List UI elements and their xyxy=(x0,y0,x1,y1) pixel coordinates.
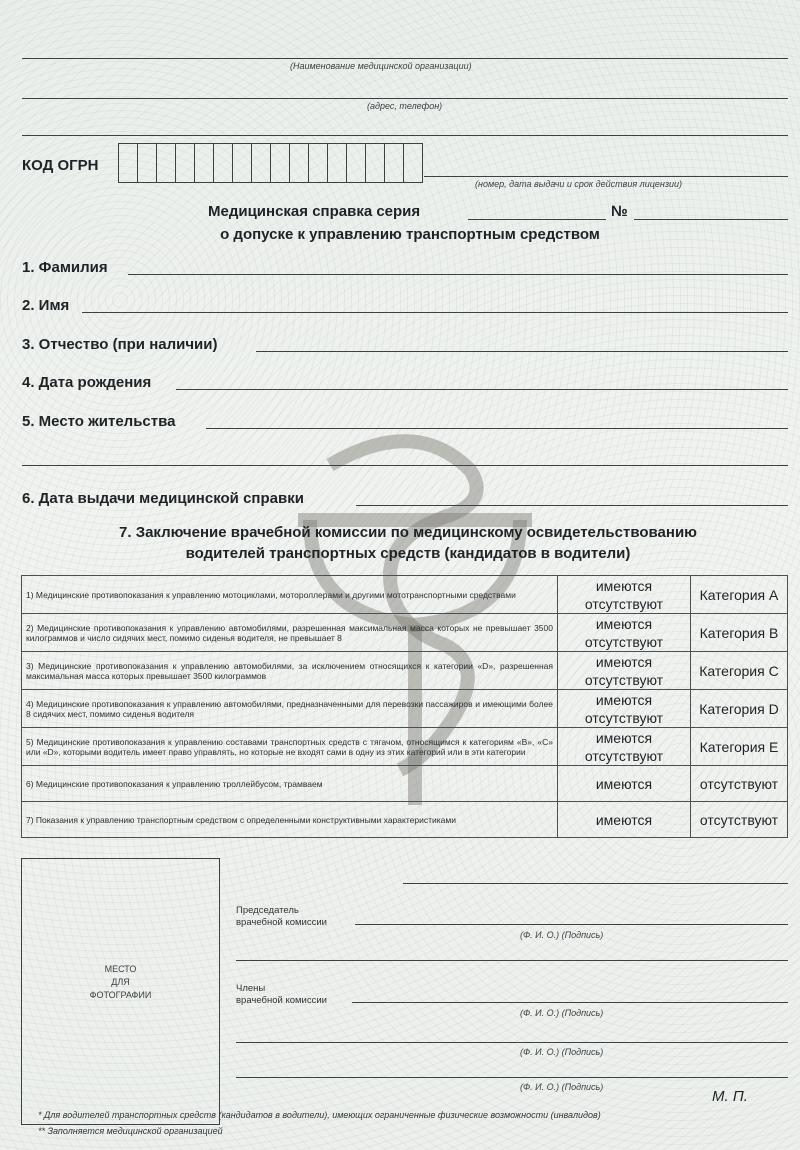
row3-description: 3) Медицинские противопоказания к управлению автомобилями, за исключением относящихся к категории «D», разрешенная максимальная масса которых превышает 3500 килограммов xyxy=(22,652,558,690)
photo-label-2: ДЛЯ xyxy=(111,977,130,987)
members-label-line1: Члены xyxy=(236,983,266,994)
row2-present[interactable]: имеются xyxy=(595,615,653,632)
chairman-caption: (Ф. И. О.) (Подпись) xyxy=(520,930,604,940)
photo-label-3: ФОТОГРАФИИ xyxy=(89,990,152,1000)
member2-caption: (Ф. И. О.) (Подпись) xyxy=(520,1047,604,1057)
row6-description: 6) Медицинские противопоказания к управлению троллейбусом, трамваем xyxy=(22,766,558,802)
members-label-line2: врачебной комиссии xyxy=(236,995,327,1006)
row7-present[interactable]: имеются xyxy=(558,802,691,838)
field-surname-label: 1. Фамилия xyxy=(22,259,108,276)
row1-absent[interactable]: отсутствуют xyxy=(584,595,664,612)
section7-title-line2: водителей транспортных средств (кандидатов в водители) xyxy=(185,545,631,562)
member3-signature-line[interactable] xyxy=(236,1077,788,1078)
photo-placeholder xyxy=(21,858,220,1125)
row3-present[interactable]: имеются xyxy=(595,653,653,670)
row7-description: 7) Показания к управлению транспортным средством с определенными конструктивными характеристиками xyxy=(22,802,558,838)
name-line[interactable] xyxy=(82,312,788,313)
member1-signature-line[interactable] xyxy=(352,1002,788,1003)
footnote-1: * Для водителей транспортных средств (кандидатов в водители), имеющих ограниченные физические возможности (инвалидов) xyxy=(38,1110,601,1120)
table-row xyxy=(22,614,788,652)
row7-absent[interactable]: отсутствуют xyxy=(691,802,788,838)
row5-description: 5) Медицинские противопоказания к управлению составами транспортных средств с тягачом, относящимся к категориям «В», «С» или «D», которыми водитель имеет право управлять, но которые не входят сами в одну из этих категорий или в эти категории xyxy=(22,728,558,766)
row2-category: Категория В xyxy=(691,614,788,652)
row6-present[interactable]: имеются xyxy=(558,766,691,802)
table-row xyxy=(22,728,788,766)
row5-absent[interactable]: отсутствуют xyxy=(584,747,664,764)
row1-present[interactable]: имеются xyxy=(595,577,653,594)
ogrn-code-cells[interactable] xyxy=(118,143,423,183)
members-label xyxy=(236,983,327,1007)
residence-line[interactable] xyxy=(206,428,788,429)
row4-category: Категория D xyxy=(691,690,788,728)
chairman-label-line1: Председатель xyxy=(236,905,299,916)
birthdate-line[interactable] xyxy=(176,389,788,390)
field-issue-date-label: 6. Дата выдачи медицинской справки xyxy=(22,490,304,507)
member1-caption: (Ф. И. О.) (Подпись) xyxy=(520,1008,604,1018)
member3-caption: (Ф. И. О.) (Подпись) xyxy=(520,1082,604,1092)
chairman-label xyxy=(236,905,327,929)
surname-line[interactable] xyxy=(128,274,788,275)
stamp-place-label: М. П. xyxy=(712,1088,748,1105)
ogrn-label: КОД ОГРН xyxy=(22,157,99,174)
row1-category: Категория А xyxy=(691,576,788,614)
photo-label-1: МЕСТО xyxy=(104,964,137,974)
patronymic-line[interactable] xyxy=(256,351,788,352)
field-birthdate-label: 4. Дата рождения xyxy=(22,374,152,391)
certificate-title: Медицинская справка серия xyxy=(208,203,421,220)
issue-date-line[interactable] xyxy=(356,505,788,506)
table-row xyxy=(22,652,788,690)
member2-signature-line[interactable] xyxy=(236,1042,788,1043)
field-name-label: 2. Имя xyxy=(22,297,70,314)
address-phone-caption: (адрес, телефон) xyxy=(367,101,443,111)
row3-absent[interactable]: отсутствуют xyxy=(584,671,664,688)
table-row xyxy=(22,802,788,838)
section7-title-line1: 7. Заключение врачебной комиссии по медицинскому освидетельствованию xyxy=(119,524,697,541)
row1-description: 1) Медицинские противопоказания к управлению мотоциклами, мотороллерами и другими мототранспортными средствами xyxy=(22,576,558,614)
chairman-label-line2: врачебной комиссии xyxy=(236,917,327,928)
row3-category: Категория С xyxy=(691,652,788,690)
row2-absent[interactable]: отсутствуют xyxy=(584,633,664,650)
footnote-2: ** Заполняется медицинской организацией xyxy=(38,1126,223,1136)
row4-absent[interactable]: отсутствуют xyxy=(584,709,664,726)
row4-description: 4) Медицинские противопоказания к управлению автомобилями, предназначенными для перевозки пассажиров и имеющими более 8 сидячих мест, помимо сиденья водителя xyxy=(22,690,558,728)
table-row xyxy=(22,766,788,802)
conclusion-table xyxy=(21,575,788,838)
certificate-subtitle: о допуске к управлению транспортным средством xyxy=(220,226,600,243)
table-row xyxy=(22,576,788,614)
chairman-signature-line[interactable] xyxy=(355,924,788,925)
table-row xyxy=(22,690,788,728)
row6-absent[interactable]: отсутствуют xyxy=(691,766,788,802)
field-patronymic-label: 3. Отчество (при наличии) xyxy=(22,336,218,353)
row5-category: Категория Е xyxy=(691,728,788,766)
row4-present[interactable]: имеются xyxy=(595,691,653,708)
row2-description: 2) Медицинские противопоказания к управлению автомобилями, разрешенная максимальная масса которых не превышает 3500 килограммов и число сидячих мест, помимо сиденья водителя, не превышает 8 xyxy=(22,614,558,652)
row5-present[interactable]: имеются xyxy=(595,729,653,746)
number-label: № xyxy=(611,203,628,220)
license-caption: (номер, дата выдачи и срок действия лицензии) xyxy=(475,179,683,189)
field-residence-label: 5. Место жительства xyxy=(22,413,176,430)
organization-name-caption: (Наименование медицинской организации) xyxy=(290,61,472,71)
